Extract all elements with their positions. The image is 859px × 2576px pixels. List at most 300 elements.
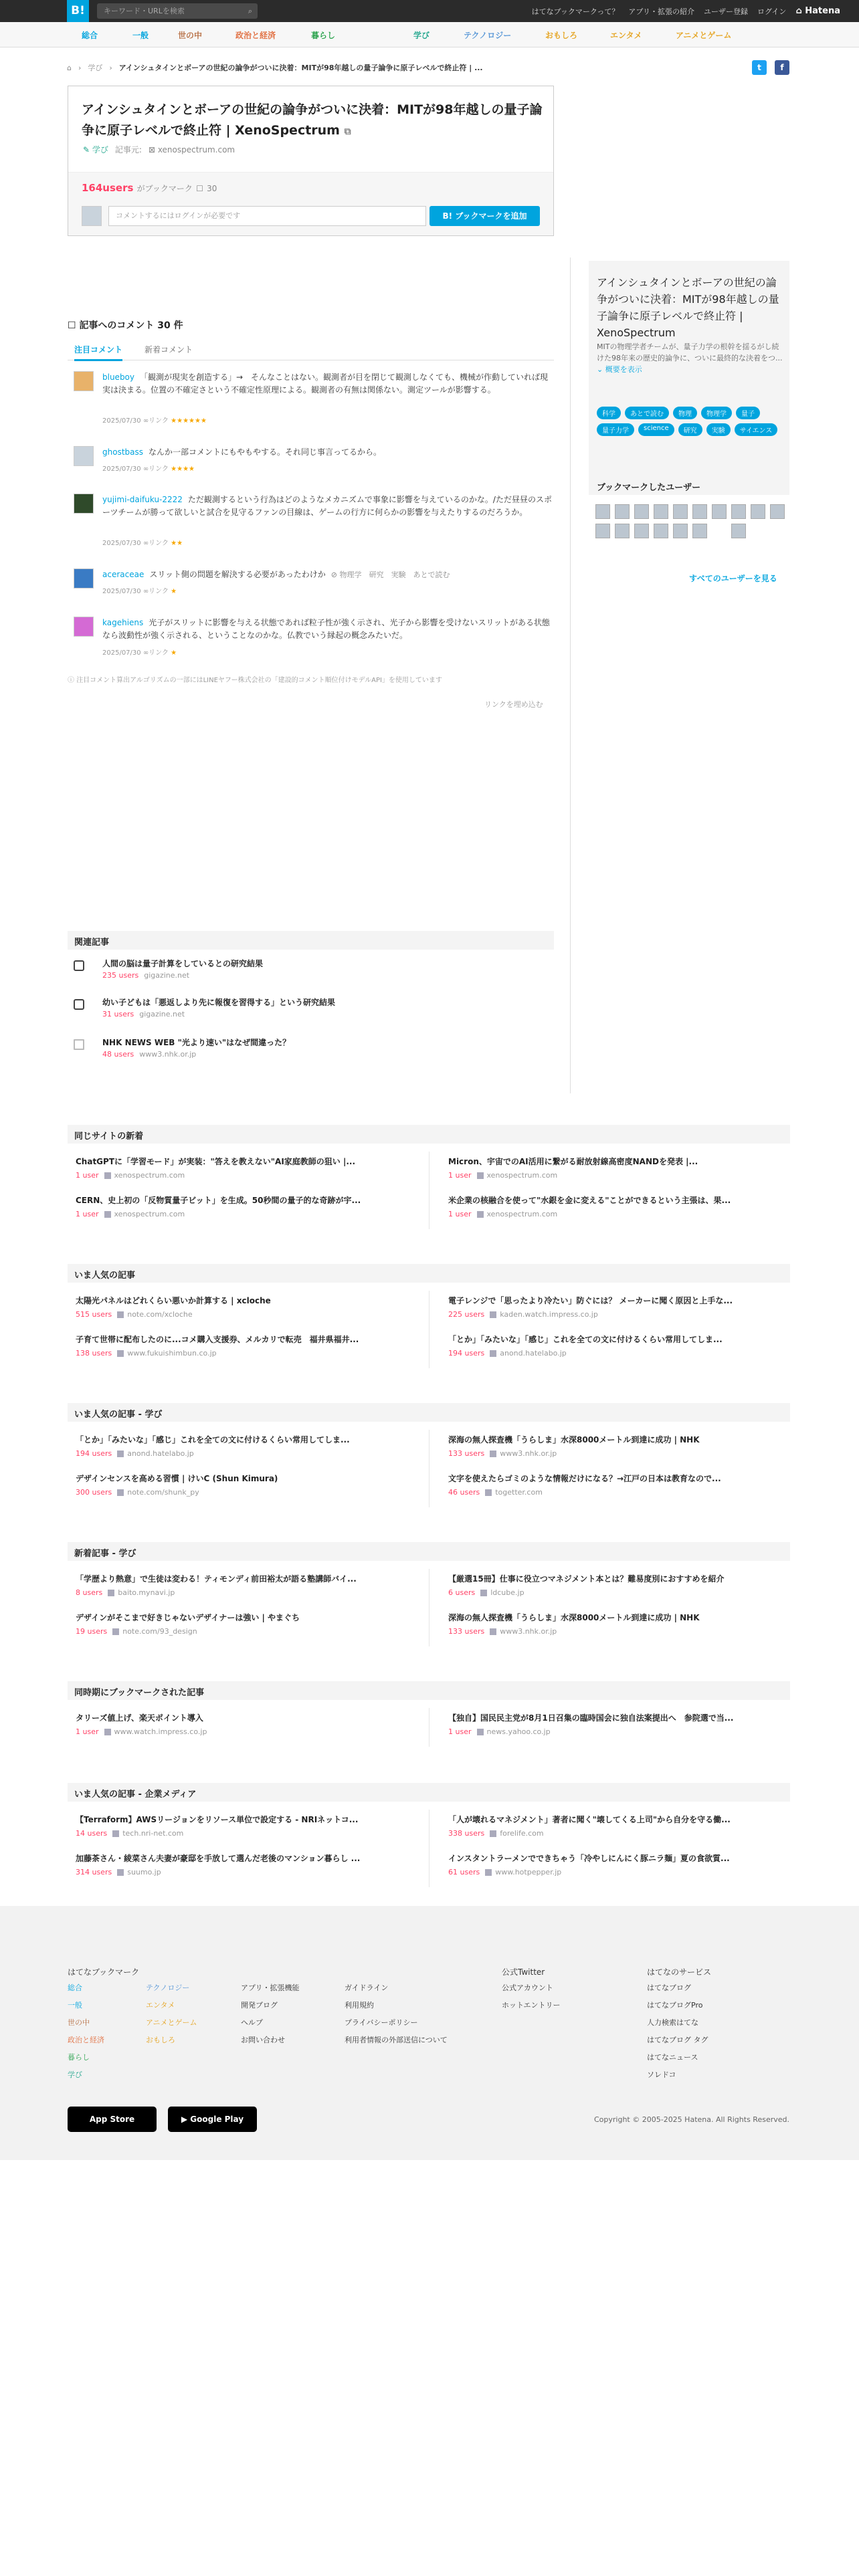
article-meta: [76, 1829, 423, 1838]
footer-link[interactable]: はてなブログ: [647, 1983, 691, 1992]
source-label: 記事元:: [114, 145, 142, 154]
article-users[interactable]: 515 users: [76, 1310, 112, 1319]
article-domain: xenospectrum.com: [486, 1171, 558, 1180]
related-title[interactable]: 人間の脳は量子計算をしているとの研究結果: [102, 959, 264, 968]
comments-header: [68, 318, 183, 332]
comment-user[interactable]: yujimi-daifuku-2222: [102, 495, 183, 504]
category-economics[interactable]: 政治と経済: [235, 31, 276, 40]
favicon-icon: [117, 1451, 124, 1457]
embed-link[interactable]: リンクを埋め込む: [484, 700, 543, 709]
footer-link[interactable]: 政治と経済: [68, 2036, 104, 2044]
article-title[interactable]: 深海の無人探査機「うらしま」水深8000メートル到達に成功 | NHK: [448, 1613, 700, 1622]
users-count[interactable]: [82, 182, 217, 194]
comment-item: [74, 617, 555, 657]
article-meta: [448, 1349, 796, 1358]
article-meta: [448, 1488, 796, 1497]
add-bookmark-button[interactable]: B! ブックマークを追加: [430, 206, 540, 226]
comment-stars[interactable]: ★★: [171, 540, 183, 547]
article-users[interactable]: 194 users: [448, 1349, 485, 1358]
article-title[interactable]: 「とか」「みたいな」「感じ」これを全ての文に付けるくらい常用してしま...: [448, 1335, 723, 1344]
section-column-divider: [429, 1430, 430, 1507]
article-domain: tech.nri-net.com: [122, 1829, 184, 1838]
comment-credit: [68, 674, 442, 684]
article-users[interactable]: 138 users: [76, 1349, 112, 1358]
article-item[interactable]: [448, 1333, 796, 1358]
section-header: いま人気の記事: [68, 1264, 790, 1283]
avatar[interactable]: [74, 371, 94, 391]
user-avatar[interactable]: [751, 504, 765, 519]
article-users[interactable]: 1 user: [76, 1171, 99, 1180]
footer-link[interactable]: プライバシーポリシー: [345, 2018, 418, 2027]
article-item[interactable]: [448, 1852, 796, 1876]
comment-user[interactable]: kagehiens: [102, 618, 144, 627]
article-title[interactable]: 米企業の核融合を使って"水銀を金に変える"ことができるという主張は、果...: [448, 1196, 731, 1205]
footer-link[interactable]: ホットエントリー: [502, 2001, 561, 2010]
favicon-icon: [112, 1830, 119, 1837]
comment-date-text: 2025/07/30: [102, 465, 141, 473]
comment-item: [74, 446, 555, 479]
footer-link[interactable]: 暮らし: [68, 2053, 90, 2062]
comment-body: なんか一部コメントにもやもやする。それ同じ事言ってるから。: [149, 447, 382, 457]
article-domain: anond.hatelabo.jp: [127, 1449, 194, 1458]
article-item[interactable]: [448, 1473, 796, 1497]
comment-link[interactable]: リンク: [149, 465, 169, 473]
entry-source-domain: xenospectrum.com: [157, 144, 235, 154]
comment-body: スリット側の問題を解決する必要があったわけか: [149, 570, 326, 579]
search-icon[interactable]: ⌕: [248, 7, 252, 15]
footer-link[interactable]: 一般: [68, 2001, 82, 2010]
user-avatar[interactable]: [731, 524, 746, 538]
user-avatar[interactable]: [673, 504, 688, 519]
article-users[interactable]: 19 users: [76, 1627, 108, 1636]
related-users[interactable]: 31 users: [102, 1010, 134, 1018]
tag-list: [597, 407, 784, 436]
user-avatar[interactable]: [692, 504, 707, 519]
register-link[interactable]: ユーザー登録: [703, 7, 748, 16]
comment-stars[interactable]: ★★★★: [171, 465, 195, 473]
comment-date: 2025/07/30 ∞リンク ★★★★★★: [102, 417, 207, 425]
article-item[interactable]: [448, 1612, 796, 1636]
sidebar-description: [597, 341, 784, 375]
article-domain: www.fukuishimbun.co.jp: [127, 1349, 217, 1358]
article-domain: baito.mynavi.jp: [118, 1588, 175, 1597]
bookmark-users-title: ブックマークしたユーザー: [597, 483, 701, 493]
article-title[interactable]: タリーズ値上げ、楽天ポイント導入: [76, 1713, 203, 1723]
article-meta: [76, 1727, 423, 1736]
user-avatar[interactable]: [634, 524, 649, 538]
article-domain: note.com/shunk_py: [127, 1488, 199, 1497]
tag[interactable]: 量子: [736, 407, 760, 419]
article-title[interactable]: 太陽光パネルはどれくらい悪いか計算する | xcloche: [76, 1296, 271, 1305]
favicon-icon: [117, 1489, 124, 1496]
article-domain: note.com/xcloche: [127, 1310, 193, 1319]
article-title[interactable]: 深海の無人探査機「うらしま」水深8000メートル到達に成功 | NHK: [448, 1435, 700, 1444]
tag[interactable]: 科学: [597, 407, 621, 419]
comment-stars[interactable]: ★: [171, 649, 177, 657]
footer-link[interactable]: エンタメ: [146, 2001, 175, 2010]
article-domain: www3.nhk.or.jp: [500, 1449, 557, 1458]
article-item[interactable]: [76, 1434, 423, 1458]
comment-stars[interactable]: ★★★★★★: [171, 417, 207, 425]
article-item[interactable]: [448, 1434, 796, 1458]
comment-user[interactable]: aceraceae: [102, 570, 145, 579]
footer-link[interactable]: テクノロジー: [146, 1983, 190, 1992]
tag[interactable]: 研究: [678, 423, 702, 436]
article-domain: togetter.com: [495, 1488, 543, 1497]
avatar[interactable]: [74, 446, 94, 466]
article-users[interactable]: 1 user: [448, 1210, 472, 1218]
article-title[interactable]: 文字を使えたらゴミのような情報だけになる？→江戸の日本は教育なので...: [448, 1474, 721, 1483]
article-title[interactable]: インスタントラーメンでできちゃう「冷やしにんにく豚ニラ麺」夏の食欲質...: [448, 1854, 730, 1863]
favicon-icon: [485, 1869, 492, 1876]
article-meta: [448, 1868, 796, 1876]
article-icon: [74, 960, 84, 971]
article-users[interactable]: 338 users: [448, 1829, 485, 1838]
footer-links-policy: [345, 1979, 448, 2049]
sidebar-title[interactable]: アインシュタインとボーアの世紀の論争がついに決着：MITが98年越しの量子論争に原子レベルで終止符 | XenoSpectrum: [597, 276, 779, 339]
footer-link[interactable]: アプリ・拡張機能: [241, 1983, 300, 1992]
entry-category-label: 学び: [92, 145, 108, 154]
section-header: 同じサイトの新着: [68, 1125, 790, 1144]
favicon-icon: [477, 1211, 484, 1218]
article-title[interactable]: デザインがそこまで好きじゃないデザイナーは強い | やまぐち: [76, 1613, 300, 1622]
article-users[interactable]: 6 users: [448, 1588, 476, 1597]
article-domain: ldcube.jp: [490, 1588, 524, 1597]
related-header: 関連記事: [68, 931, 554, 950]
comment-text: [102, 617, 552, 642]
category-entertainment[interactable]: エンタメ: [610, 31, 642, 40]
footer-link[interactable]: アニメとゲーム: [146, 2018, 197, 2027]
article-domain: www3.nhk.or.jp: [500, 1627, 557, 1636]
hatena-brand[interactable]: ⌂ Hatena: [795, 6, 840, 16]
article-item[interactable]: [448, 1156, 796, 1180]
related-domain: gigazine.net: [139, 1010, 185, 1018]
tag[interactable]: 実験: [706, 423, 731, 436]
article-domain: xenospectrum.com: [114, 1171, 185, 1180]
breadcrumb-title: アインシュタインとボーアの世紀の論争がついに決着：MITが98年越しの量子論争に原子レベルで終止符 | ...: [118, 64, 483, 72]
entry-card: [68, 86, 554, 236]
category-it[interactable]: テクノロジー: [464, 31, 512, 40]
article-item[interactable]: [76, 1712, 423, 1736]
article-meta: [448, 1727, 796, 1736]
article-users[interactable]: 61 users: [448, 1868, 480, 1876]
footer-link[interactable]: はてなニュース: [647, 2053, 698, 2062]
footer-link[interactable]: 学び: [68, 2070, 82, 2079]
comment-date: 2025/07/30 ∞リンク ★: [102, 649, 177, 657]
avatar[interactable]: [74, 617, 94, 637]
footer-link[interactable]: ヘルプ: [241, 2018, 263, 2027]
hatena-bookmark-logo[interactable]: B!: [67, 0, 89, 22]
comment-item: [74, 371, 555, 458]
category-fun[interactable]: おもしろ: [545, 31, 578, 40]
article-item[interactable]: [76, 1573, 423, 1597]
footer-link[interactable]: 利用規約: [345, 2001, 374, 2010]
article-icon: [74, 999, 84, 1010]
article-meta: [448, 1829, 796, 1838]
article-meta: [448, 1310, 796, 1319]
article-domain: xenospectrum.com: [114, 1210, 185, 1218]
user-avatar[interactable]: [615, 524, 630, 538]
article-users[interactable]: 194 users: [76, 1449, 112, 1458]
category-general2[interactable]: 一般: [132, 31, 149, 40]
comment-credit-text: 注目コメント算出アルゴリズムの一部にはLINEヤフー株式会社の「建設的コメント順位付けモデルAPI」を使用しています: [76, 677, 442, 684]
article-users[interactable]: 225 users: [448, 1310, 485, 1319]
related-title[interactable]: NHK NEWS WEB "光より速い"はなぜ間違った？: [102, 1038, 291, 1047]
google-play-label: Google Play: [190, 2115, 244, 2124]
user-avatar[interactable]: [692, 524, 707, 538]
article-item[interactable]: [448, 1295, 796, 1319]
article-item[interactable]: [76, 1852, 423, 1876]
article-title[interactable]: 「人が壊れるマネジメント」著者に聞く"壊してくる上司"から自分を守る働...: [448, 1815, 731, 1824]
comment-link[interactable]: リンク: [149, 649, 169, 657]
comment-body: 光子がスリットに影響を与える状態であれば粒子性が強く示され、光子から影響を受けないスリットがある状態なら波動性が強く示される、ということなのかな。仏教でいう縁起の概念みたいだ。: [102, 618, 551, 640]
search-placeholder: キーワード・URLを検索: [104, 7, 185, 15]
footer-links-categories2: [146, 1979, 197, 2049]
entry-title[interactable]: [82, 100, 543, 142]
comment-tags-text: 物理学 研究 実験 あとで読む: [339, 570, 450, 579]
favicon-icon: [112, 1628, 119, 1635]
comment-date-text: 2025/07/30: [102, 649, 141, 657]
favicon-icon: [117, 1311, 124, 1318]
article-meta: [76, 1210, 423, 1218]
users-count-value: 164users: [82, 182, 134, 194]
user-avatar[interactable]: [654, 504, 668, 519]
article-title[interactable]: 電子レンジで「思ったより冷たい」防ぐには？ メーカーに聞く原因と上手な...: [448, 1296, 733, 1305]
section-header: いま人気の記事 - 学び: [68, 1403, 790, 1422]
top-bar: [0, 0, 859, 22]
footer-link[interactable]: 世の中: [68, 2018, 90, 2027]
section-column-divider: [429, 1152, 430, 1229]
comment-date-text: 2025/07/30: [102, 417, 141, 425]
article-title[interactable]: 「学歴より熱意」で生徒は変わる！ティモンディ前田裕太が語る塾講師バイ...: [76, 1574, 357, 1584]
comment-item: [74, 494, 555, 547]
article-meta: [448, 1449, 796, 1458]
twitter-share-icon[interactable]: t: [752, 60, 767, 75]
favicon-icon: [477, 1729, 484, 1735]
breadcrumb-category[interactable]: 学び: [88, 64, 103, 72]
category-knowledge[interactable]: 学び: [413, 31, 430, 40]
favicon-icon: [117, 1869, 124, 1876]
footer-link[interactable]: 公式アカウント: [502, 1983, 553, 1992]
comment-stars[interactable]: ★: [171, 588, 177, 595]
category-nav: [0, 22, 859, 47]
favicon-icon: [490, 1311, 496, 1318]
article-item[interactable]: [76, 1473, 423, 1497]
home-icon[interactable]: ⌂: [67, 63, 72, 72]
favicon-icon: [490, 1451, 496, 1457]
favicon-icon: [108, 1590, 114, 1596]
user-avatar[interactable]: [770, 504, 785, 519]
footer-services-title: はてなのサービス: [647, 1967, 712, 1977]
article-users[interactable]: 8 users: [76, 1588, 103, 1597]
favicon-icon: [104, 1211, 111, 1218]
article-users[interactable]: 300 users: [76, 1488, 112, 1497]
login-link[interactable]: ログイン: [757, 7, 787, 16]
info-icon: ⓘ: [68, 677, 74, 684]
article-title[interactable]: 「とか」「みたいな」「感じ」これを全ての文に付けるくらい常用してしま...: [76, 1435, 350, 1444]
footer-link[interactable]: お問い合わせ: [241, 2036, 285, 2044]
article-users[interactable]: 1 user: [448, 1727, 472, 1736]
article-title[interactable]: Micron、宇宙でのAI活用に繋がる耐放射線高密度NANDを発表 |...: [448, 1157, 698, 1166]
footer-link[interactable]: 利用者情報の外部送信について: [345, 2036, 448, 2044]
show-summary-link[interactable]: ⌄ 概要を表示: [597, 365, 642, 374]
related-users[interactable]: 235 users: [102, 971, 139, 980]
user-avatar[interactable]: [654, 524, 668, 538]
apps-link[interactable]: アプリ・拡張の紹介: [628, 7, 694, 16]
footer-link[interactable]: ガイドライン: [345, 1983, 389, 1992]
footer-links-twitter: [502, 1979, 561, 2014]
comment-text: [102, 446, 552, 459]
footer: [0, 1906, 859, 2160]
footer-title: はてなブックマーク: [68, 1967, 140, 1977]
article-item[interactable]: [76, 1194, 423, 1218]
footer-link[interactable]: 人力検索はてな: [647, 2018, 698, 2027]
article-item[interactable]: [76, 1295, 423, 1319]
footer-link[interactable]: はてなブログPro: [647, 2001, 703, 2010]
favicon-icon: [117, 1350, 124, 1357]
footer-link[interactable]: はてなブログ タグ: [647, 2036, 708, 2044]
app-store-label: App Store: [89, 2115, 135, 2124]
sidebar-summary: [589, 261, 789, 495]
article-users[interactable]: 1 user: [76, 1727, 99, 1736]
related-users[interactable]: 48 users: [102, 1050, 134, 1059]
comment-input[interactable]: コメントするにはログインが必要です: [108, 206, 426, 226]
article-meta: [76, 1588, 423, 1597]
article-meta: [76, 1868, 423, 1876]
article-users[interactable]: 14 users: [76, 1829, 108, 1838]
user-avatar[interactable]: [595, 504, 610, 519]
user-avatar[interactable]: [673, 524, 688, 538]
footer-twitter-title: 公式Twitter: [502, 1967, 545, 1977]
comment-user[interactable]: blueboy: [102, 372, 134, 382]
footer-link[interactable]: 総合: [68, 1983, 82, 1992]
comment-date-text: 2025/07/30: [102, 540, 141, 547]
article-title[interactable]: 子育て世帯に配布したのに...コメ購入支援券、メルカリで転売 福井県福井...: [76, 1335, 359, 1344]
external-link-icon[interactable]: ⧉: [344, 126, 351, 137]
favicon-icon: [490, 1830, 496, 1837]
entry-category[interactable]: ✎ 学び: [83, 145, 108, 154]
article-item[interactable]: [448, 1194, 796, 1218]
related-title[interactable]: 幼い子どもは「悪返しより先に報復を習得する」という研究結果: [102, 998, 336, 1007]
facebook-share-icon[interactable]: f: [775, 60, 789, 75]
bookmarked-text: がブックマーク: [136, 184, 193, 193]
section-header: 同時期にブックマークされた記事: [68, 1681, 790, 1700]
article-domain: suumo.jp: [127, 1868, 161, 1876]
sidebar-desc-text: MITの物理学者チームが、量子力学の根幹を揺るがし続けた98年来の歴史的論争に、ついに最終的な決着をつ...: [597, 342, 783, 362]
article-title[interactable]: 【Terraform】AWSリージョンをリソース単位で設定する - NRIネットコ...: [76, 1815, 359, 1824]
user-avatar[interactable]: [595, 524, 610, 538]
comment-icon: ☐: [68, 320, 76, 331]
user-avatar[interactable]: [634, 504, 649, 519]
tag[interactable]: あとで読む: [625, 407, 669, 419]
comment-tabs: [68, 340, 554, 360]
comment-text: [102, 494, 552, 519]
article-users[interactable]: 133 users: [448, 1627, 485, 1636]
article-title[interactable]: 【独自】国民民主党が8月1日召集の臨時国会に独自法案提出へ 参院選で当...: [448, 1713, 734, 1723]
entry-source[interactable]: ⊠ xenospectrum.com: [148, 144, 235, 154]
article-users[interactable]: 46 users: [448, 1488, 480, 1497]
comment-body: ただ観測するという行為はどのようなメカニズムで事象に影響を与えているのかな。/ただ昼昼のスポーツチームが勝って欲しいと試合を見守るファンの目線は、ゲームの行方に何らかの影響を与えたりするのだろうか。: [102, 495, 552, 517]
tag[interactable]: 量子力学: [597, 423, 634, 436]
footer-link[interactable]: おもしろ: [146, 2036, 175, 2044]
article-meta: [76, 1449, 423, 1458]
footer-link[interactable]: ソレドコ: [647, 2070, 676, 2079]
search-input[interactable]: [97, 3, 258, 19]
tag[interactable]: サイエンス: [735, 423, 778, 436]
section-column-divider: [429, 1291, 430, 1368]
category-social[interactable]: 世の中: [178, 31, 203, 40]
article-title[interactable]: デザインセンスを高める習慣 | けいC (Shun Kimura): [76, 1474, 278, 1483]
user-avatar[interactable]: [731, 504, 746, 519]
article-item[interactable]: [448, 1573, 796, 1597]
article-meta: [448, 1171, 796, 1180]
article-item[interactable]: [76, 1156, 423, 1180]
article-users[interactable]: 133 users: [448, 1449, 485, 1458]
article-meta: [448, 1627, 796, 1636]
favicon-icon: [104, 1172, 111, 1179]
article-title[interactable]: CERN、史上初の「反物質量子ビット」を生成。50秒間の量子的な奇跡が宇...: [76, 1196, 361, 1205]
article-item[interactable]: [76, 1333, 423, 1358]
footer-links-categories: [68, 1979, 104, 2084]
article-item[interactable]: [448, 1712, 796, 1736]
avatar[interactable]: [74, 568, 94, 588]
article-title[interactable]: 加藤茶さん・綾菜さん夫妻が豪邸を手放して選んだ老後のマンション暮らし ...: [76, 1854, 361, 1863]
all-users-link[interactable]: すべてのユーザーを見る: [689, 574, 777, 583]
about-link[interactable]: はてなブックマークって？: [531, 7, 619, 16]
comment-user[interactable]: ghostbass: [102, 447, 143, 457]
comment-link[interactable]: リンク: [149, 588, 169, 595]
comment-link[interactable]: リンク: [149, 540, 169, 547]
category-game[interactable]: アニメとゲーム: [676, 31, 732, 40]
article-item[interactable]: [76, 1814, 423, 1838]
favicon-icon: [480, 1590, 487, 1596]
article-item[interactable]: [448, 1814, 796, 1838]
article-title[interactable]: ChatGPTに「学習モード」が実装："答えを教えない"AI家庭教師の狙い |...: [76, 1157, 356, 1166]
article-domain: note.com/93_design: [122, 1627, 197, 1636]
google-play-badge[interactable]: ▶ Google Play: [168, 2107, 257, 2132]
tab-new-comments[interactable]: 新着コメント: [145, 345, 193, 354]
article-users[interactable]: 1 user: [76, 1210, 99, 1218]
article-item[interactable]: [76, 1612, 423, 1636]
footer-link[interactable]: 開発ブログ: [241, 2001, 278, 2010]
article-users[interactable]: 314 users: [76, 1868, 112, 1876]
related-domain: www3.nhk.or.jp: [139, 1050, 197, 1059]
article-meta: [448, 1588, 796, 1597]
comment-link[interactable]: リンク: [149, 417, 169, 425]
comment-body: 「観測が現実を創造する」→ そんなことはない。観測者が目を閉じて観測しなくても、機械が作動していれば現実は決まる。位置の不確定さという不確定性原理による。観測者の有無は関係ない。測定ツールが影響する。: [102, 372, 549, 395]
user-avatar[interactable]: [615, 504, 630, 519]
tag[interactable]: 物理: [673, 407, 697, 419]
tag[interactable]: 物理学: [701, 407, 732, 419]
comment-date: 2025/07/30 ∞リンク ★★: [102, 540, 183, 547]
article-title[interactable]: 【厳選15冊】仕事に役立つマネジメント本とは？難易度別におすすめを紹介: [448, 1574, 725, 1584]
tag[interactable]: science: [638, 423, 674, 436]
section-column-divider: [429, 1810, 430, 1887]
article-users[interactable]: 1 user: [448, 1171, 472, 1180]
breadcrumb: ⌂ › 学び › アインシュタインとボーアの世紀の論争がついに決着：MITが98年越しの量子論争に原子レベルで終止符 | ...: [67, 63, 483, 72]
comment-tags[interactable]: ⊘ 物理学 研究 実験 あとで読む: [330, 570, 450, 579]
favicon-icon: [485, 1489, 492, 1496]
avatar[interactable]: [74, 494, 94, 514]
tab-popular-comments[interactable]: 注目コメント: [74, 344, 122, 361]
app-store-badge[interactable]: [68, 2107, 157, 2132]
section-column-divider: [429, 1708, 430, 1747]
article-domain: anond.hatelabo.jp: [500, 1349, 567, 1358]
category-general[interactable]: 総合: [82, 31, 98, 40]
user-avatar[interactable]: [712, 504, 727, 519]
category-life[interactable]: 暮らし: [311, 31, 336, 40]
related-meta: [102, 1050, 196, 1059]
